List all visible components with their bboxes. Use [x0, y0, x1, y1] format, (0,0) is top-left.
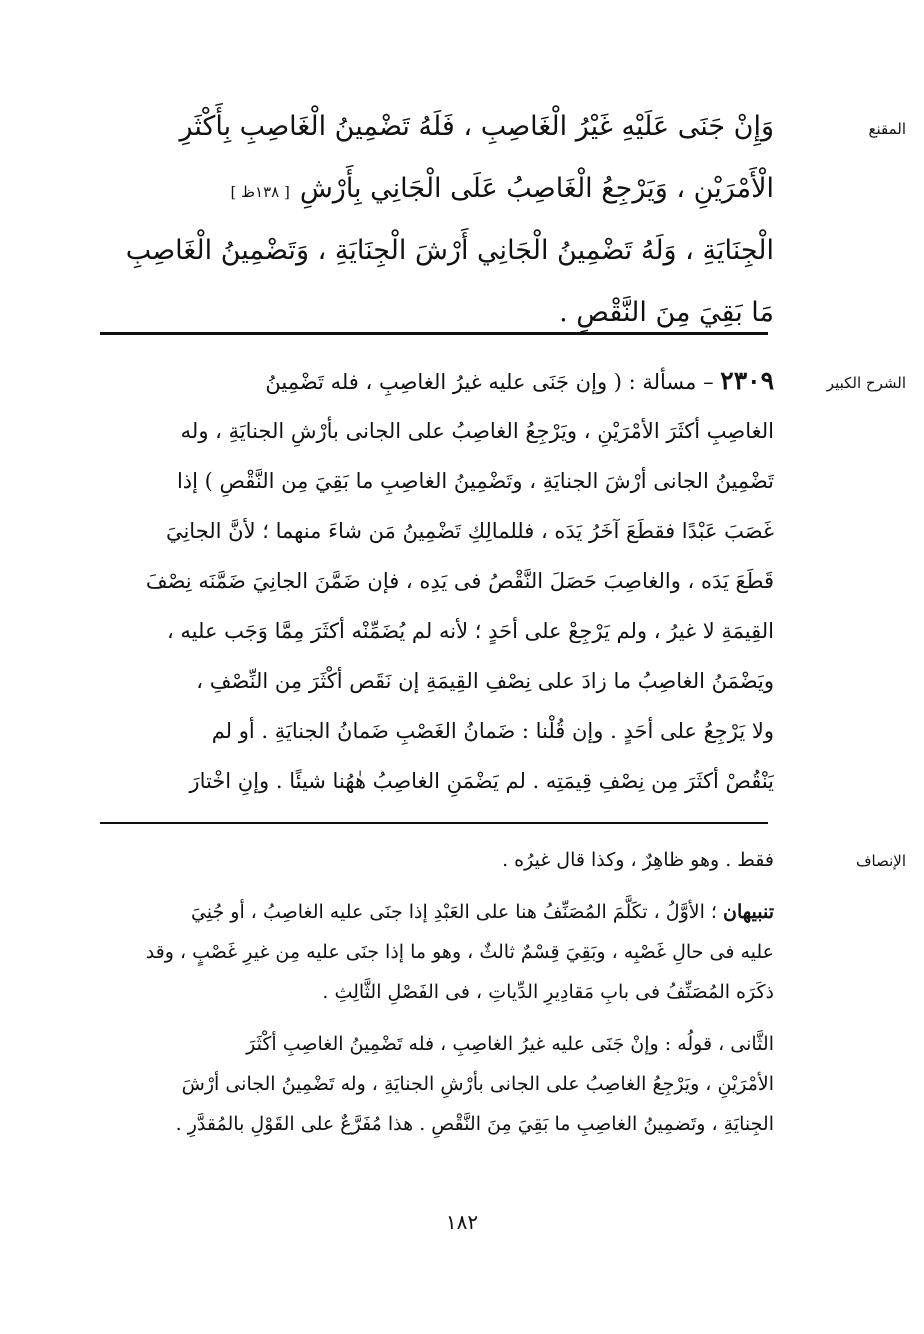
sharh-line: الغاصِبِ أكثَرَ الأمْرَيْنِ ، ويَرْجِعُ الغاصِبُ على الجانى بأرْشِ الجنايَةِ ، وله	[180, 419, 774, 443]
folio-reference: [ ١٣٨ظ ]	[230, 183, 290, 201]
muqni-line: مَا بَقِيَ مِنَ النَّقْصِ .	[559, 297, 774, 328]
insaf-line: فقط . وهو ظاهِرٌ ، وكذا قال غيرُه .	[502, 849, 774, 871]
insaf-line: ذكَرَه المُصَنِّفُ فى بابِ مَقادِيرِ الدِّياتِ ، فى الفَصْلِ الثَّالِثِ .	[322, 981, 774, 1003]
muqni-line: وَإِنْ جَنَى عَلَيْهِ غَيْرُ الْغَاصِبِ ، فَلَهُ تَضْمِينُ الْغَاصِبِ بِأَكْثَرِ	[179, 111, 774, 142]
label-muqni: المقنع	[868, 120, 906, 138]
insaf-line: الأمْرَيْنِ ، ويَرْجِعُ الغاصِبُ على الجانى بأرْشِ الجنايَةِ ، وله تَضْمِينُ الجانى أرْشَ	[181, 1073, 774, 1095]
sharh-line: تَضْمِينُ الجانى أرْشَ الجنايَةِ ، وتَضْمِينُ الغاصِبِ ما بَقِيَ مِن النَّقْصِ ) إذا	[176, 469, 774, 493]
insaf-line: عليه فى حالِ غَصْبِه ، وبَقِيَ قِسْمٌ ثالثٌ ، وهو ما إذا جنَى عليه مِن غيرِ غَصْبٍ ، وقد	[145, 941, 774, 963]
insaf-line: الجِنايَةِ ، وتَضمِينُ الغاصِبِ ما بَقِيَ مِنَ النَّقْصِ . هذا مُفَرَّعٌ على القَوْلِ بالمُقدَّرِ .	[175, 1113, 774, 1135]
entry-number: ٢٣٠٩	[720, 366, 774, 395]
insaf-line: تنبيهان ؛ الأوَّلُ ، تكَلَّمَ المُصَنِّفُ هنا على العَبْدِ إذا جنَى عليه الغاصِبُ ، أو جُنِيَ	[190, 901, 774, 923]
insaf-line: الثَّانى ، قولُه : وإنْ جَنَى عليه غيرُ الغاصِبِ ، فله تَضْمِينُ الغاصِبِ أكْثَرَ	[246, 1033, 774, 1055]
muqni-line: الْأَمْرَيْنِ ، وَيَرْجِعُ الْغَاصِبُ عَلَى الْجَانِي بِأَرْشِ[ ١٣٨ظ ]	[230, 173, 774, 204]
sharh-line: قَطَعَ يَدَه ، والغاصِبَ حَصَلَ النَّقْصُ فى يَدِه ، فإن ضَمَّنَ الجانِيَ ضَمَّنَه نِصْفَ	[145, 569, 774, 593]
tanbihan-heading: تنبيهان	[723, 901, 774, 923]
muqni-text	[100, 96, 774, 344]
sharh-line: ٢٣٠٩ – مسألة : ( وإن جَنَى عليه غيرُ الغاصِبِ ، فله تَضْمِينُ	[265, 366, 774, 395]
sharh-line: يَنْقُصْ أكثَرَ مِن نِصْفِ قِيمَتِه . لم يَضْمَنِ الغاصِبُ هٰهُنا شيئًا . وإنِ اخْتارَ	[189, 769, 774, 793]
muqni-line: الْجِنَايَةِ ، وَلَهُ تَضْمِينُ الْجَانِي أَرْشَ الْجِنَايَةِ ، وَتَضْمِينُ الْغَاصِبِ	[125, 235, 774, 266]
label-sharh: الشرح الكبير	[826, 374, 906, 392]
sharh-line: ولا يَرْجِعُ على أحَدٍ . وإن قُلْنا : ضَمانُ الغَصْبِ ضَمانُ الجنايَةِ . أو لم	[211, 719, 774, 743]
section-divider	[100, 822, 768, 824]
sharh-line: ويَضْمَنُ الغاصِبُ ما زادَ على نِصْفِ القِيمَةِ إن نَقَص أكْثَرَ مِن النِّصْفِ ،	[196, 669, 774, 693]
sharh-line: القِيمَةِ لا غيرُ ، ولم يَرْجِعْ على أحَدٍ ؛ لأنه لم يُضَمِّنْه أكثَرَ مِمَّا وَجَب عليه ،	[166, 619, 774, 643]
sharh-line: غَصَبَ عَبْدًا فقطَعَ آخَرُ يَدَه ، فللمالِكِ تَضْمِينُ مَن شاءَ منهما ؛ لأنَّ الجانِيَ	[165, 519, 774, 543]
section-divider	[100, 332, 768, 335]
page-number: ١٨٢	[445, 1210, 479, 1234]
sharh-text	[100, 356, 774, 806]
insaf-text	[100, 840, 774, 1144]
label-insaf: الإنصاف	[855, 852, 906, 870]
